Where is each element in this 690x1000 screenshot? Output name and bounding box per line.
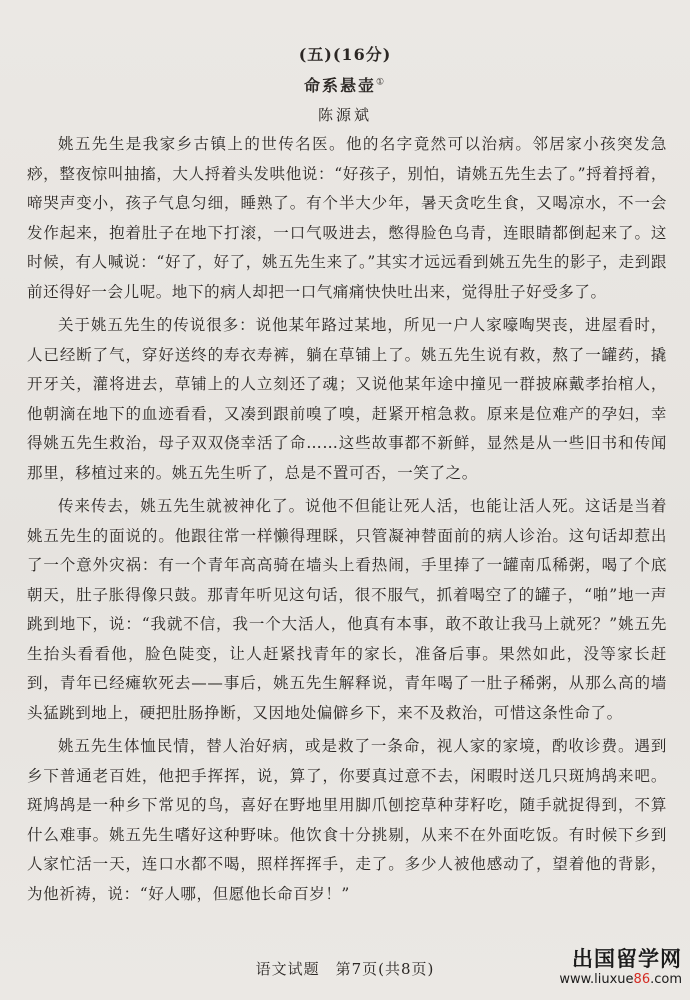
article-body (27, 130, 667, 913)
article-author: 陈源斌 (317, 106, 372, 124)
watermark-url-prefix: www.liuxue (559, 972, 634, 987)
paragraph-3: 传来传去，姚五先生就被神化了。说他不但能让死人活，也能让活人死。这话是当着姚五先生的面说的。他跟往常一样懒得理睬，只管凝神替面前的病人诊治。这句话却惹出了一个意外灾祸：有一个青年高高骑在墙头上看热闹，手里捧了一罐南瓜稀粥，喝了个底朝天，肚子胀得像只鼓。那青年听见这句话，很不服气，抓着喝空了的罐子，“啪”地一声跳到地下，说：“我就不信，我一个大活人，他真有本事，敢不敢让我马上就死？”姚五先生抬头看看他，脸色陡变，让人赶紧找青年的家长，准备后事。果然如此，没等家长赶到，青年已经瘫软死去——事后，姚五先生解释说，青年喝了一肚子稀粥，从那么高的墙头猛跳到地上，硬把肚肠挣断，又因地处偏僻乡下，来不及救治，可惜这条性命了。 (27, 497, 667, 722)
paragraph-1: 姚五先生是我家乡古镇上的世传名医。他的名字竟然可以治病。邻居家小孩突发急痧，整夜惊叫抽搐，大人捋着头发哄他说：“好孩子，别怕，请姚五先生去了。”捋着捋着，啼哭声变小，孩子气息匀细，睡熟了。有个半大少年，暑天贪吃生食，又喝凉水，不一会发作起来，抱着肚子在地下打滚，一口气吸进去，憋得脸色乌青，连眼睛都倒起来了。这时候，有人喊说：“好了，好了，姚五先生来了。”其实才远远看到姚五先生的影子，走到跟前还得好一会儿呢。地下的病人却把一口气痛痛快快吐出来，觉得肚子好受多了。 (27, 135, 667, 301)
watermark-url (502, 972, 682, 988)
watermark-url-suffix: .com (650, 972, 682, 987)
watermark-site-name: 出国留学网 (572, 947, 682, 971)
paragraph-2: 关于姚五先生的传说很多：说他某年路过某地，所见一户人家嚎啕哭丧，进屋看时，人已经断了气，穿好送终的寿衣寿裤，躺在草铺上了。姚五先生说有救，熬了一罐药，撬开牙关，灌将进去，草铺上的人立刻还了魂；又说他某年途中撞见一群披麻戴孝抬棺人，他朝滴在地下的血迹看看，又凑到跟前嗅了嗅，赶紧开棺急救。原来是位难产的孕妇，幸得姚五先生救治，母子双双侥幸活了命……这些故事都不新鲜，显然是从一些旧书和传闻那里，移植过来的。姚五先生听了，总是不置可否，一笑了之。 (27, 316, 667, 482)
title-footnote-marker: ① (375, 77, 387, 88)
site-watermark (502, 946, 682, 994)
section-header: (五)(16分) (298, 45, 392, 64)
article-title (0, 73, 690, 96)
watermark-url-accent: 86 (633, 972, 651, 987)
article-title-text: 命系悬壶 (303, 76, 376, 95)
page-footer: 语文试题 第7页(共8页) (255, 960, 435, 978)
paragraph-4: 姚五先生体恤民情，替人治好病，或是救了一条命，视人家的家境，酌收诊费。遇到乡下普通老百姓，他把手挥挥，说，算了，你要真过意不去，闲暇时送几只斑鸠鸪来吧。斑鸠鸪是一种乡下常见的鸟，喜好在野地里用脚爪刨挖草种芽籽吃，随手就捉得到，不算什么难事。姚五先生嗜好这种野味。他饮食十分挑剔，从来不在外面吃饭。有时候下乡到人家忙活一天，连口水都不喝，照样挥挥手，走了。多少人被他感动了，望着他的背影，为他祈祷，说：“好人哪，但愿他长命百岁！” (27, 737, 667, 903)
